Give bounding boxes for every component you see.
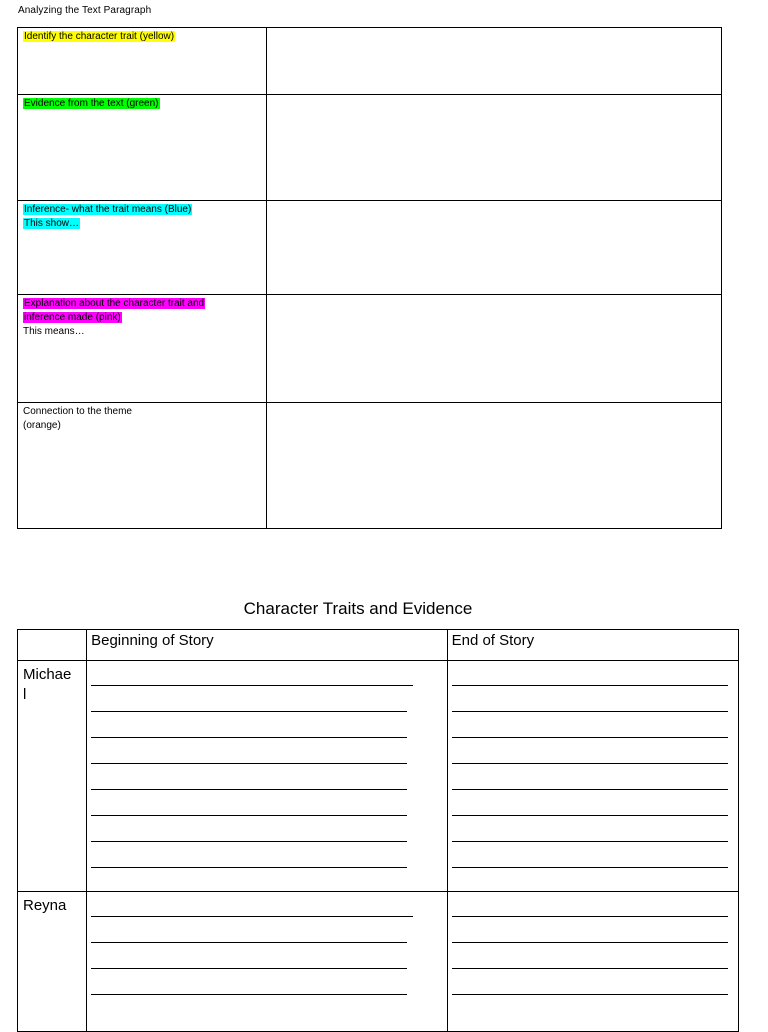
blank-answer-line[interactable] [91, 943, 407, 969]
analysis-label-cell [18, 295, 267, 403]
traits-header-row [18, 630, 739, 661]
blank-answer-line[interactable] [452, 764, 728, 790]
beginning-answer-cell[interactable] [87, 661, 448, 892]
analysis-label-cell [18, 28, 267, 95]
blank-answer-line[interactable] [452, 816, 728, 842]
document-title: Analyzing the Text Paragraph [18, 5, 152, 16]
answer-lines [87, 661, 447, 868]
header-blank-cell [18, 630, 87, 661]
character-name-cell [18, 892, 87, 1032]
theme-answer-cell[interactable] [267, 403, 722, 529]
analysis-label-cell [18, 403, 267, 529]
theme-label-cont: (orange) [23, 420, 61, 431]
blank-answer-line[interactable] [452, 892, 728, 917]
evidence-answer-cell[interactable] [267, 95, 722, 201]
inference-prompt: This show… [24, 218, 80, 229]
analysis-row-theme [18, 403, 722, 529]
answer-lines [87, 892, 447, 995]
trait-label: Identify the character trait (yellow) [24, 31, 175, 42]
analysis-row-inference [18, 201, 722, 295]
analysis-row-evidence [18, 95, 722, 201]
blank-answer-line[interactable] [91, 816, 407, 842]
character-traits-table [17, 629, 739, 1032]
blank-answer-line[interactable] [91, 712, 407, 738]
header-end: End of Story [447, 630, 738, 661]
blank-answer-line[interactable] [452, 969, 728, 995]
explanation-label-cont: inference made (pink) [24, 312, 121, 323]
beginning-answer-cell[interactable] [87, 892, 448, 1032]
character-row-reyna [18, 892, 739, 1032]
blank-answer-line[interactable] [452, 917, 728, 943]
blank-answer-line[interactable] [91, 892, 413, 917]
character-name-cell [18, 661, 87, 892]
blank-answer-line[interactable] [452, 943, 728, 969]
analysis-row-explanation [18, 295, 722, 403]
character-name-wrap: l [23, 686, 27, 703]
header-beginning: Beginning of Story [87, 630, 448, 661]
blank-answer-line[interactable] [91, 686, 407, 712]
inference-answer-cell[interactable] [267, 201, 722, 295]
analysis-label-cell [18, 95, 267, 201]
explanation-prompt: This means… [23, 326, 85, 337]
answer-lines [448, 661, 738, 868]
analysis-label-cell [18, 201, 267, 295]
evidence-label: Evidence from the text (green) [24, 98, 159, 109]
explanation-label: Explanation about the character trait and [24, 298, 205, 309]
character-row-michael [18, 661, 739, 892]
explanation-answer-cell[interactable] [267, 295, 722, 403]
trait-answer-cell[interactable] [267, 28, 722, 95]
blank-answer-line[interactable] [452, 661, 728, 686]
blank-answer-line[interactable] [452, 738, 728, 764]
section-title: Character Traits and Evidence [243, 599, 473, 618]
blank-answer-line[interactable] [452, 790, 728, 816]
character-name: Michae [23, 666, 72, 683]
blank-answer-line[interactable] [91, 842, 407, 868]
blank-answer-line[interactable] [91, 738, 407, 764]
blank-answer-line[interactable] [91, 790, 407, 816]
analysis-row-trait [18, 28, 722, 95]
blank-answer-line[interactable] [452, 686, 728, 712]
character-name: Reyna [23, 897, 67, 914]
blank-answer-line[interactable] [91, 917, 407, 943]
theme-label: Connection to the theme [23, 406, 132, 417]
blank-answer-line[interactable] [91, 764, 407, 790]
blank-answer-line[interactable] [91, 661, 413, 686]
blank-answer-line[interactable] [452, 842, 728, 868]
end-answer-cell[interactable] [447, 892, 738, 1032]
blank-answer-line[interactable] [452, 712, 728, 738]
blank-answer-line[interactable] [91, 969, 407, 995]
inference-label: Inference- what the trait means (Blue) [24, 204, 192, 215]
analysis-table [17, 27, 722, 529]
answer-lines [448, 892, 738, 995]
end-answer-cell[interactable] [447, 661, 738, 892]
